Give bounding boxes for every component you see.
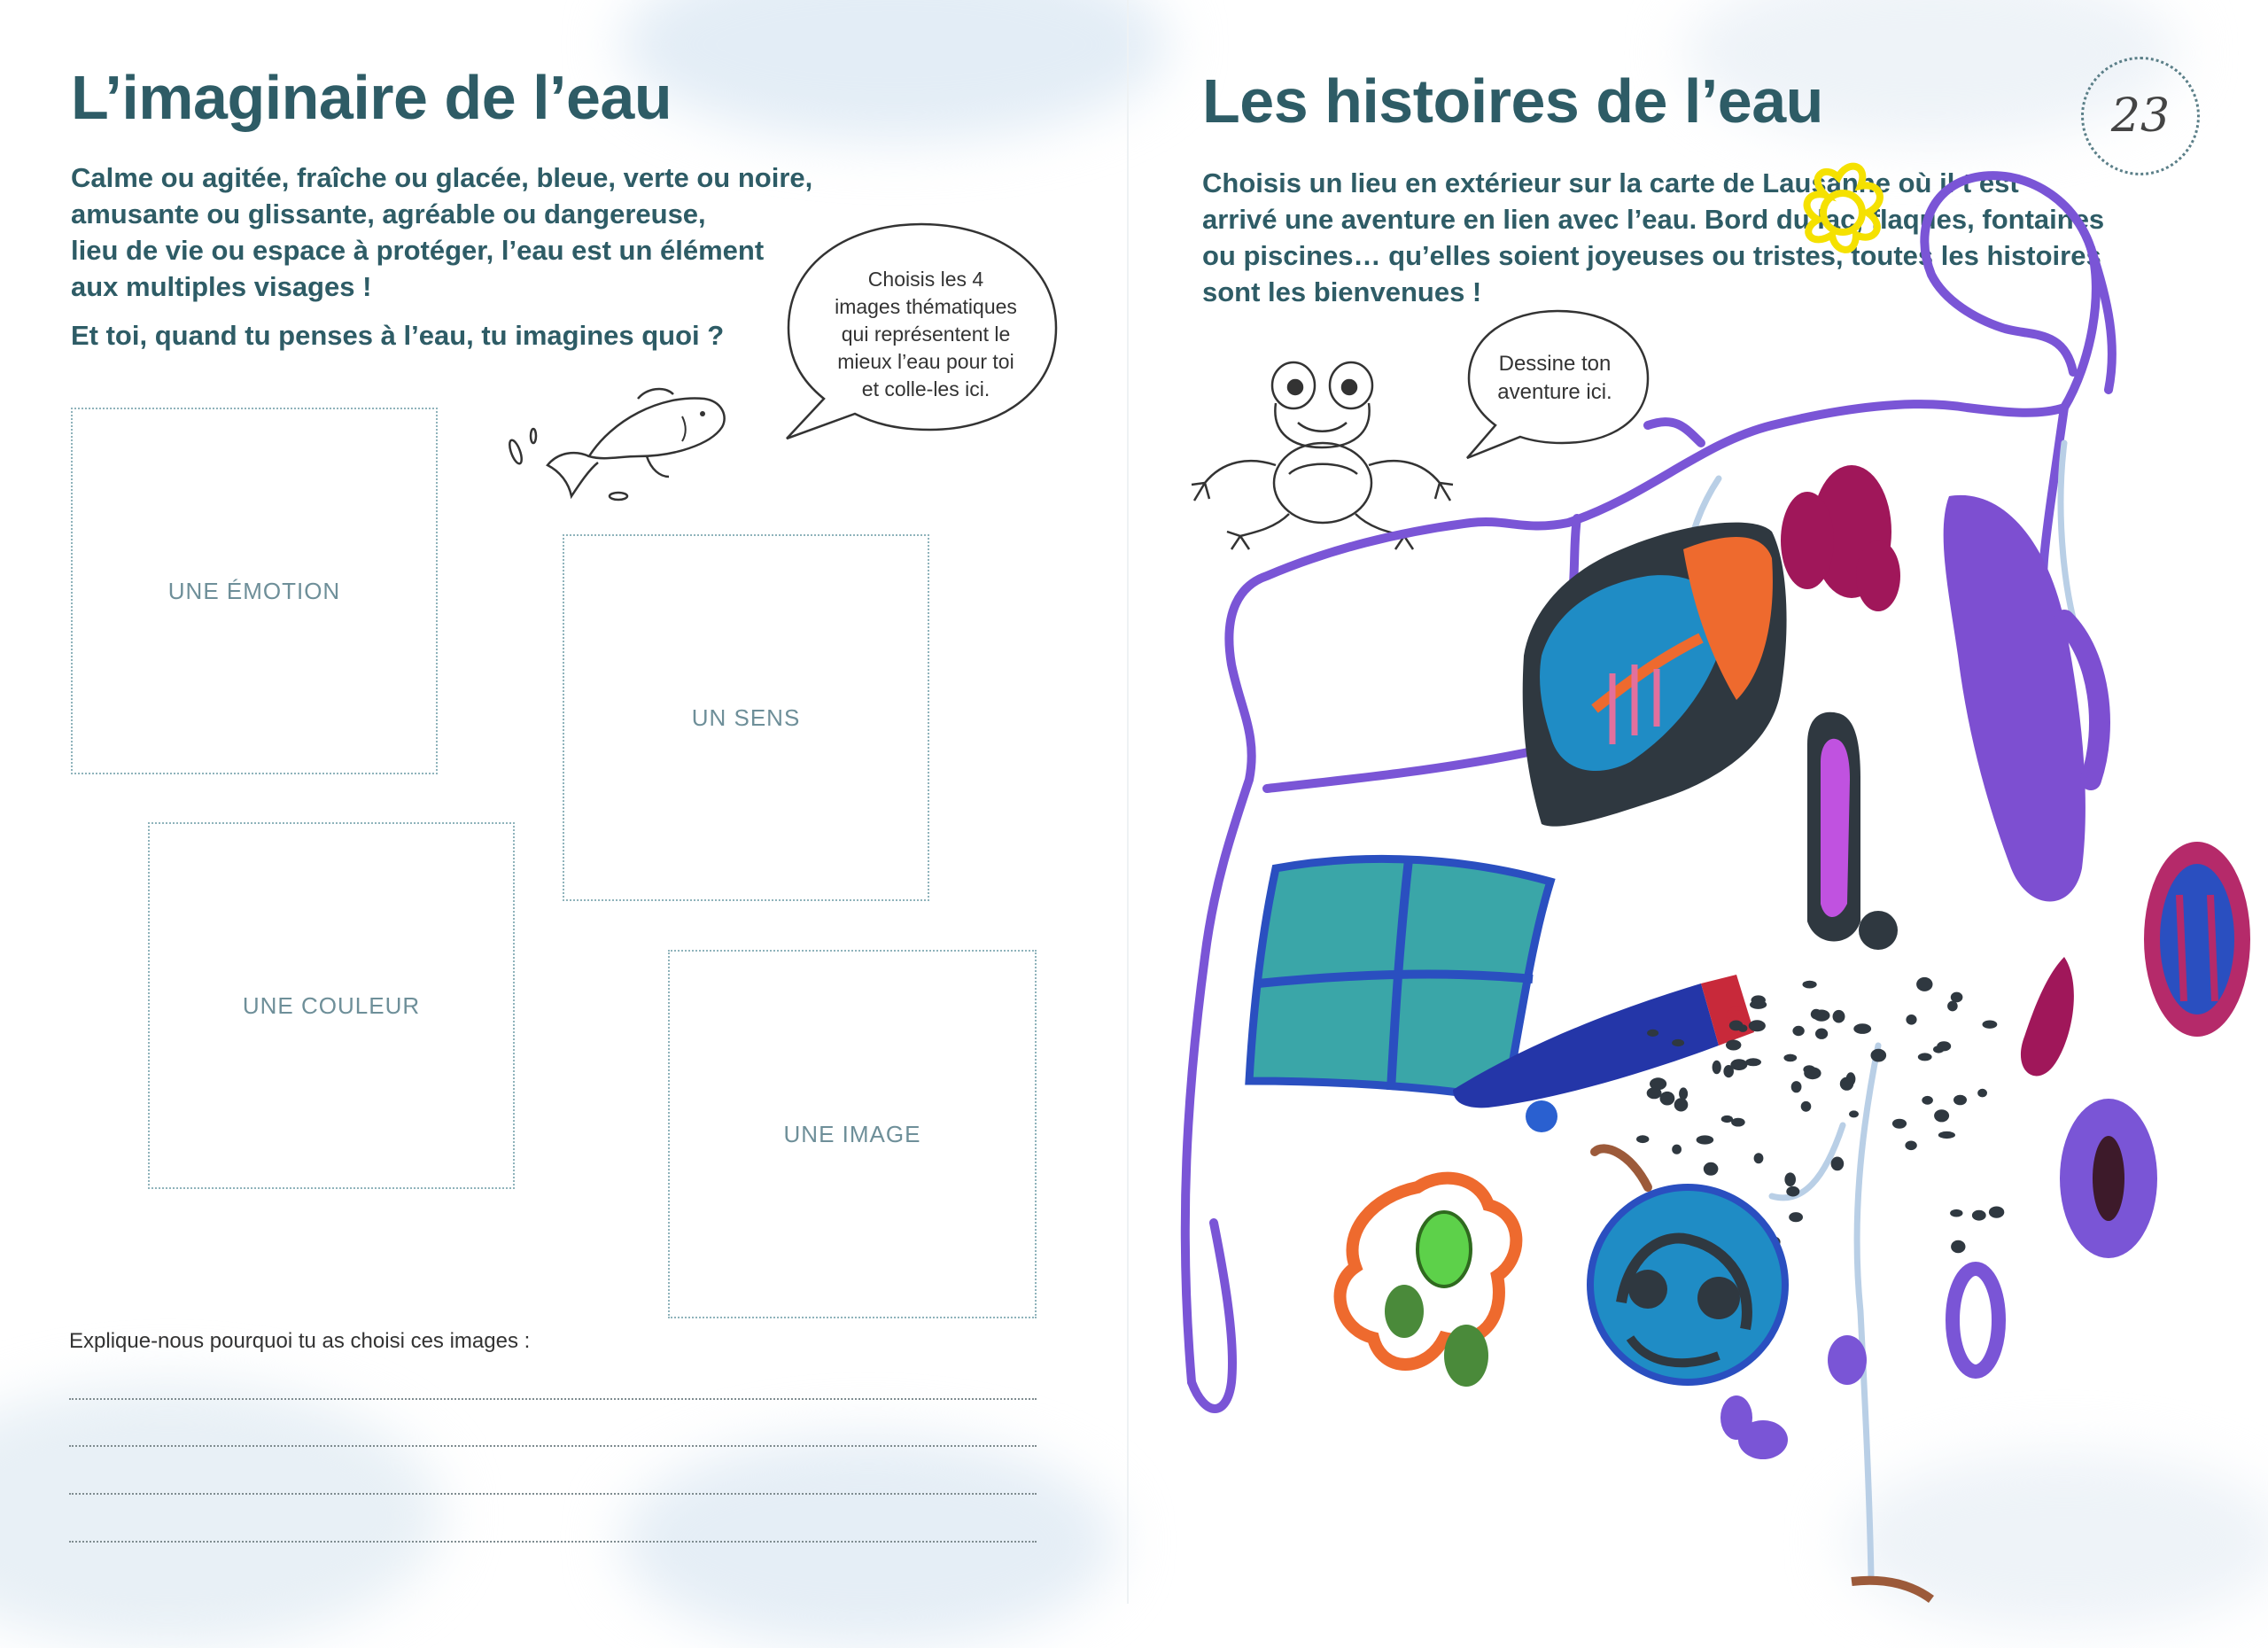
marker-dot [1636,1135,1649,1143]
marker-dot [1815,1029,1828,1039]
marker-dot [1647,1030,1658,1037]
marker-dot [1801,1101,1812,1112]
marker-dot [1918,1053,1932,1061]
marker-dot [1853,1023,1871,1034]
bubble-line: images thématiques [835,295,1017,318]
box-label: UNE COULEUR [242,991,421,1019]
bubble-line: aventure ici. [1497,380,1612,404]
bubble-line: Dessine ton [1498,352,1612,376]
writing-line[interactable] [69,1541,1037,1543]
marker-dot [1730,1059,1747,1070]
marker-dot [1726,1040,1741,1051]
intro-line: sont les bienvenues ! [1202,276,1482,307]
marker-dot [1849,1110,1859,1117]
marker-dot [1951,1240,1965,1254]
marker-dot [1950,1209,1962,1217]
marker-dot [1983,1021,1998,1029]
marker-dot [1803,981,1817,989]
marker-dot [1704,1162,1719,1176]
marker-dot [1783,1054,1797,1062]
marker-dot [1977,1089,1987,1098]
bubble-line: Choisis les 4 [867,268,984,291]
left-page [0,0,1130,1604]
marker-dot [1738,1024,1747,1032]
writing-line[interactable] [69,1445,1037,1447]
image-box-emotion[interactable] [71,408,438,774]
marker-dot [1786,1186,1799,1197]
bubble-line: mieux l’eau pour toi [837,350,1014,373]
intro-paragraph [71,159,812,305]
marker-dot [1922,1096,1933,1105]
marker-dot [1871,1049,1887,1062]
marker-dot [1784,1172,1796,1186]
marker-dot [1831,1157,1845,1171]
marker-dot [1804,1067,1821,1079]
marker-dot [1679,1087,1688,1100]
marker-dot [1892,1119,1907,1129]
marker-dot [1791,1081,1802,1092]
marker-dot [1947,1001,1958,1012]
image-box-image[interactable] [668,950,1037,1318]
marker-dot [1989,1207,2004,1218]
marker-dot [1933,1046,1944,1053]
marker-dot [1754,1153,1764,1163]
intro-line: aux multiples visages ! [71,271,372,302]
marker-dot [1905,1141,1916,1151]
marker-dot [1972,1210,1986,1221]
intro-line: Choisis un lieu en extérieur sur la carte de Lausanne où il t’est [1202,167,2019,198]
page-title: L’imaginaire de l’eau [71,63,672,132]
speech-bubble [815,266,1037,403]
intro-line: amusante ou glissante, agréable ou dangereuse, [71,198,706,229]
image-box-color[interactable] [148,822,515,1189]
writing-line[interactable] [69,1493,1037,1495]
marker-dot [1660,1092,1675,1106]
box-label: UN SENS [691,704,801,731]
marker-dot [1650,1077,1666,1090]
writing-line[interactable] [69,1398,1037,1400]
marker-dot [1953,1095,1967,1106]
marker-dot [1674,1098,1689,1111]
marker-dot [1814,1010,1830,1022]
marker-dot [1906,1014,1916,1025]
child-drawing [1152,159,2268,1604]
marker-dot [1749,1020,1766,1031]
page-title: Les histoires de l’eau [1202,66,1823,136]
box-label: UNE ÉMOTION [167,577,341,604]
marker-dot [1833,1010,1845,1023]
marker-dot [1938,1131,1955,1139]
marker-dot [1789,1212,1803,1222]
marker-dot [1672,1145,1682,1154]
intro-line: Calme ou agitée, fraîche ou glacée, bleue, verte ou noire, [71,162,813,193]
marker-dot [1751,995,1766,1005]
marker-dot [1721,1116,1733,1123]
explain-label: Explique-nous pourquoi tu as choisi ces images : [69,1329,531,1353]
intro-line: lieu de vie ou espace à protéger, l’eau est un élément [71,235,765,266]
intro-line: ou piscines… qu’elles soient joyeuses ou tristes, toutes les histoires [1202,240,2101,271]
page-number: 23 [2081,57,2200,175]
marker-dot [1792,1026,1804,1036]
marker-dot [1916,977,1932,991]
marker-dot [1672,1039,1684,1046]
bubble-line: et colle-les ici. [861,377,990,400]
intro-line: arrivé une aventure en lien avec l’eau. Bord du lac, flaques, fontaines [1202,204,2105,235]
marker-dot [1934,1109,1949,1122]
marker-dot [1697,1135,1714,1144]
image-box-sense[interactable] [563,534,929,901]
question-text: Et toi, quand tu penses à l’eau, tu imagines quoi ? [71,320,725,351]
bubble-line: qui représentent le [841,323,1011,346]
marker-dot [1731,1118,1745,1127]
marker-dot [1713,1061,1721,1075]
marker-dot [1745,1058,1761,1066]
fish-icon [505,372,735,505]
box-label: UNE IMAGE [783,1120,921,1147]
marker-dot [1840,1077,1853,1091]
